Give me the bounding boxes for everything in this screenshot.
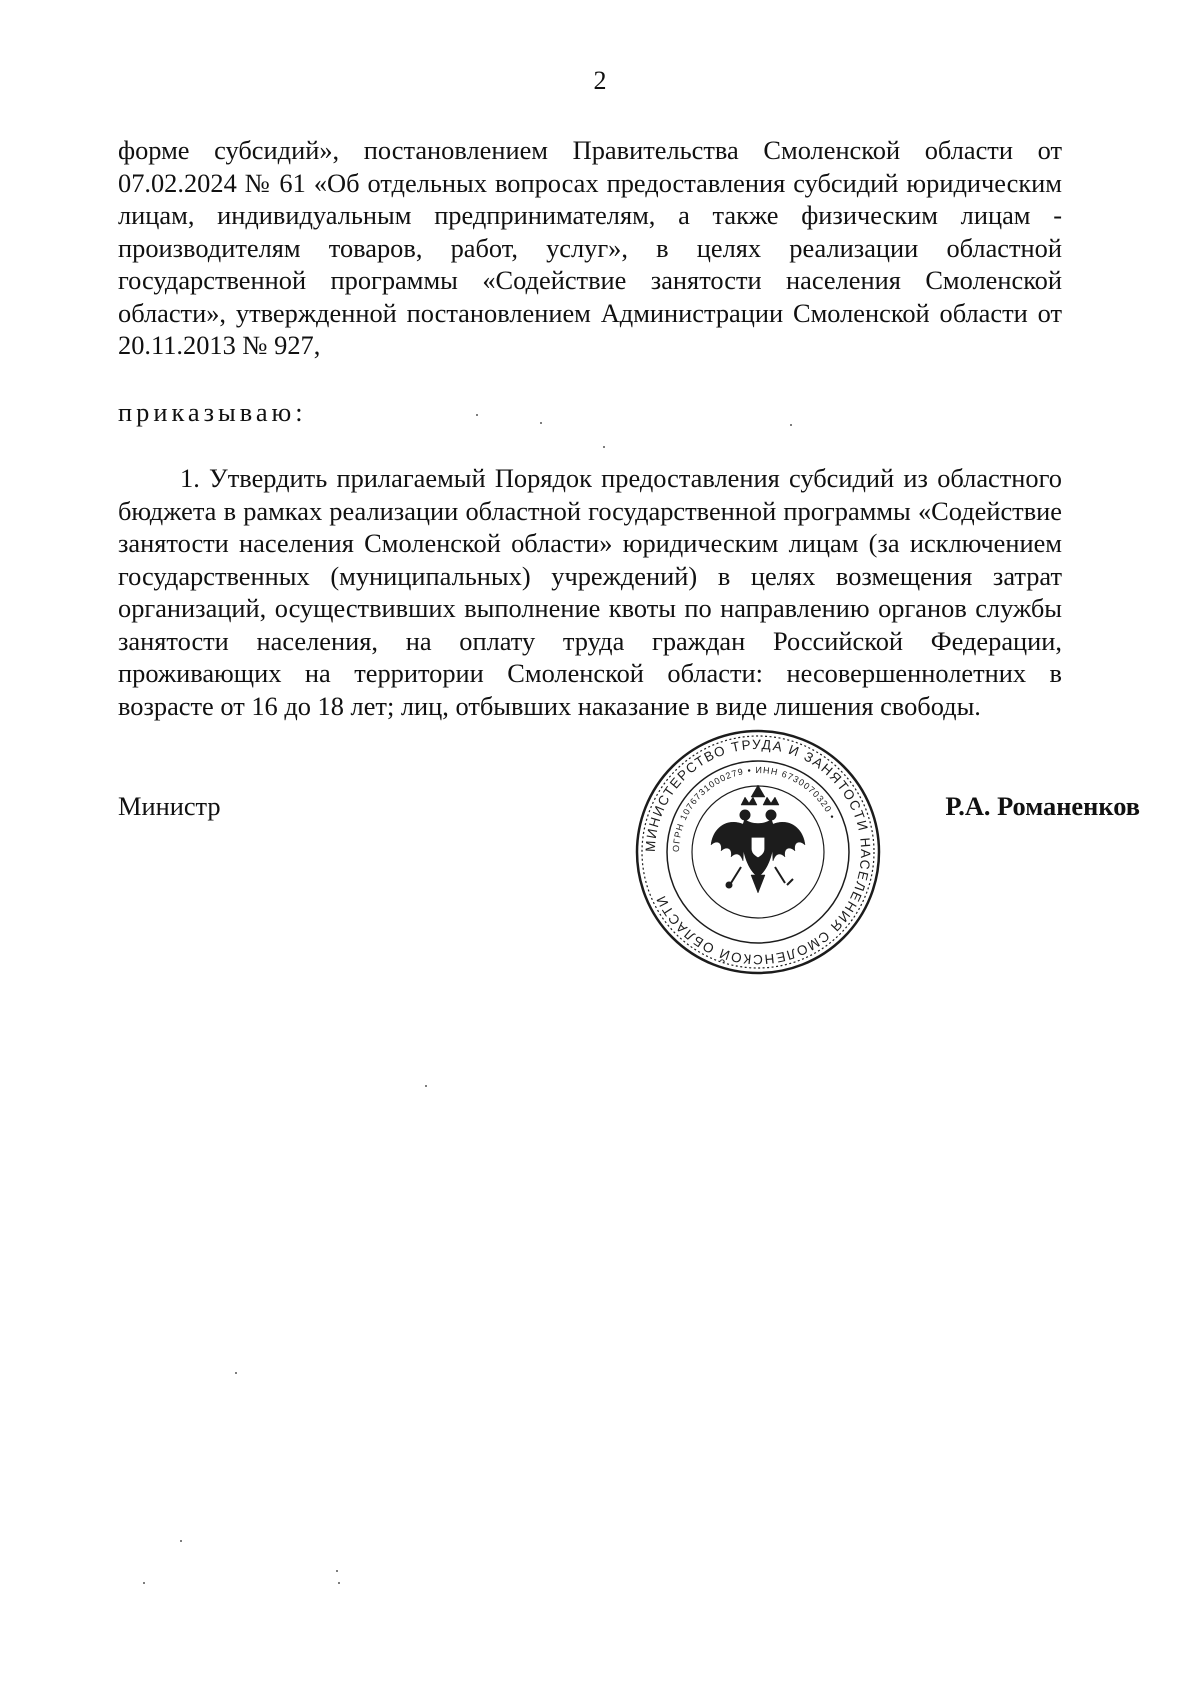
official-seal [633,727,883,977]
page-number: 2 [593,66,607,95]
seal-outer-text: МИНИСТЕРСТВО ТРУДА И ЗАНЯТОСТИ НАСЕЛЕНИЯ СМОЛЕНСКОЙ ОБЛАСТИ [642,736,874,968]
scan-speck [425,1085,427,1087]
double-headed-eagle-emblem-icon [711,785,805,893]
signatory-name: Р.А. Романенков [945,791,1140,821]
scan-speck [338,1582,340,1584]
scan-speck [143,1582,145,1584]
paragraph-item-1: 1. Утвердить прилагаемый Порядок предоставления субсидий из областного бюджета в рамках реализации областной государственной программы «Содействие занятости населения Смоленской области» юридическим лицам (за исключением государственных (муниципальных) учреждений) в целях возмещения затрат организаций, осуществивших выполнение квоты по направлению органов службы занятости населения, на оплату труда граждан Российской Федерации, проживающих на территории Смоленской области: несовершеннолетних в возрасте от 16 до 18 лет; лиц, отбывших наказание в виде лишения свободы. [118,463,1062,721]
scan-speck [180,1540,182,1542]
scan-speck [603,446,605,448]
position-title: Министр [118,791,221,821]
order-word: приказываю: [118,397,307,427]
scan-speck [336,1570,338,1572]
seal-inner-text: ОГРН 1076731000279 • ИНН 6730070320 • [670,764,838,853]
scan-speck [540,422,542,424]
scan-speck [235,1372,237,1374]
paragraph-preamble: форме субсидий», постановлением Правительства Смоленской области от 07.02.2024 № 61 «Об отдельных вопросах предоставления субсидий юридическим лицам, индивидуальным предпринимателям, а также физическим лицам - производителям товаров, работ, услуг», в целях реализации областной государственной программы «Содействие занятости населения Смоленской области», утвержденной постановлением Администрации Смоленской области от 20.11.2013 № 927, [118,135,1062,360]
scan-speck [476,414,478,416]
scan-speck [790,424,792,426]
